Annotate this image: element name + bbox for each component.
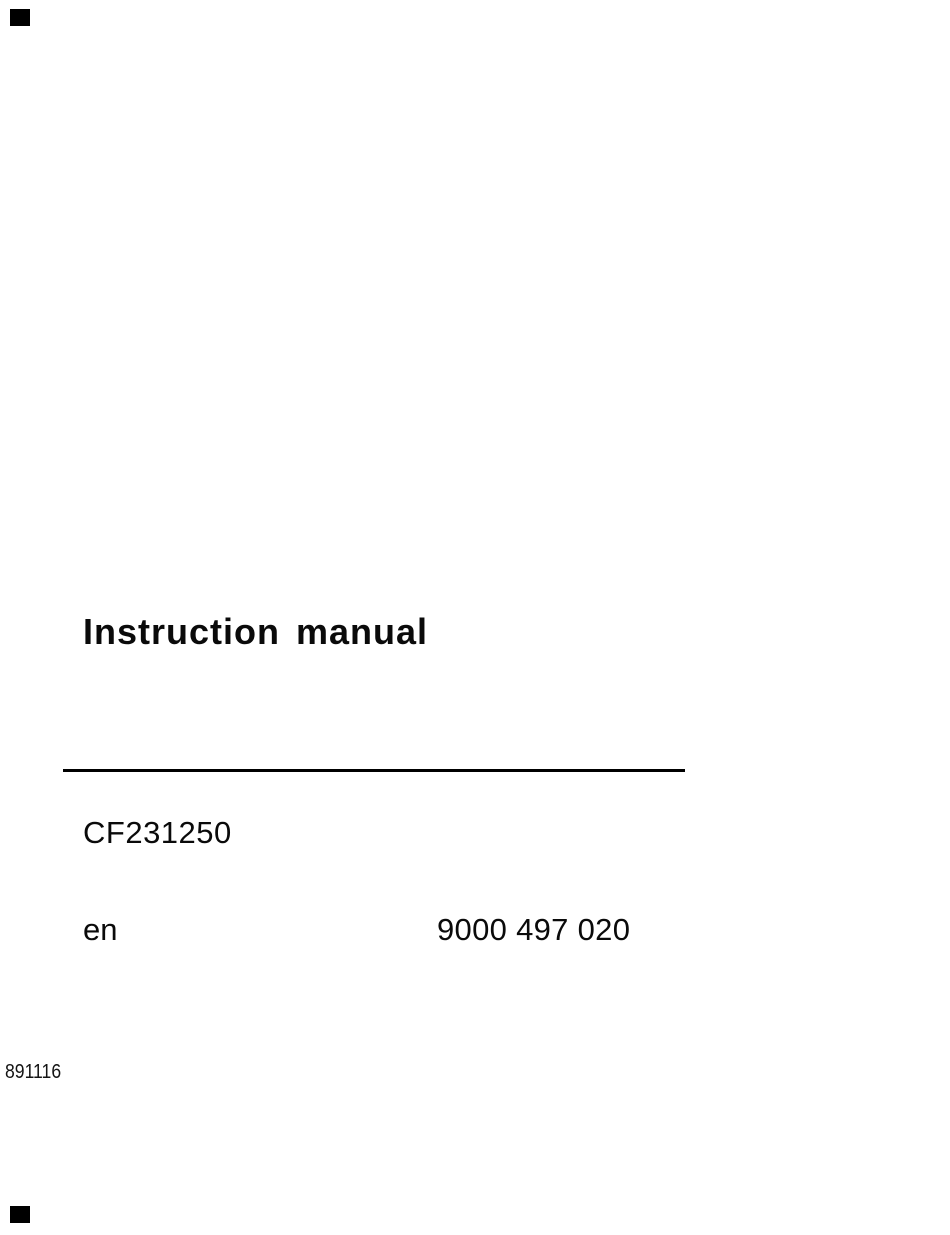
language-code: en bbox=[83, 912, 118, 947]
registration-mark-top-left bbox=[10, 9, 30, 26]
page-title: Instruction manual bbox=[83, 611, 429, 652]
model-number: CF231250 bbox=[83, 815, 232, 850]
horizontal-divider bbox=[63, 769, 685, 772]
registration-mark-bottom-left bbox=[10, 1206, 30, 1223]
document-part-number: 9000 497 020 bbox=[437, 912, 631, 947]
print-code: 891116 bbox=[5, 1061, 62, 1083]
